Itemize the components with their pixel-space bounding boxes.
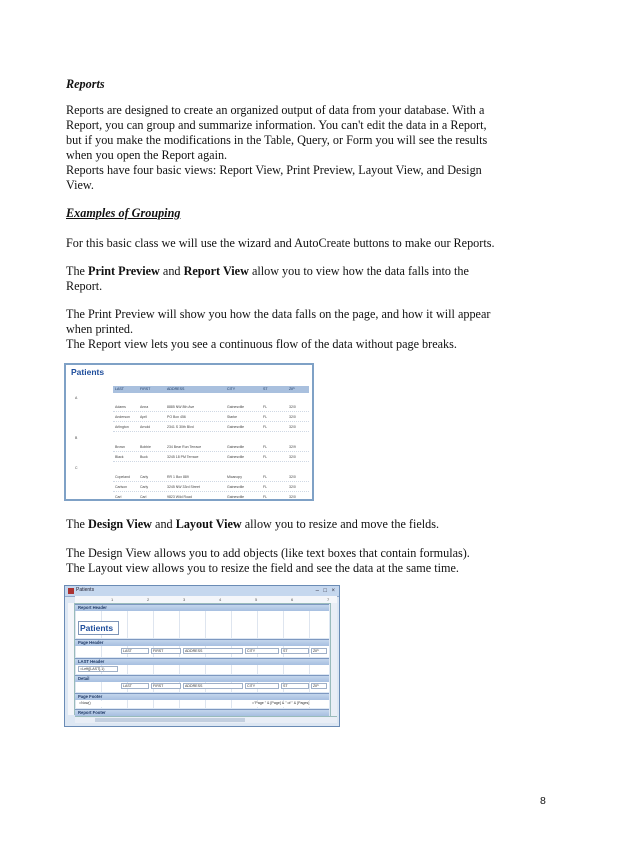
page-number: 8	[540, 795, 546, 807]
report-cell: Copeland	[115, 475, 130, 479]
report-cell: 32/0	[289, 455, 296, 459]
report-cell: 234 Bear Run Terrace	[167, 445, 202, 449]
header-field-label[interactable]: FIRST	[151, 648, 181, 654]
report-cell: Carly	[140, 485, 149, 489]
report-cell: Gainesville	[227, 425, 245, 429]
text-line: Report, you can group and summarize information. You can't edit the data in a Report,	[66, 118, 487, 132]
design-view-screenshot	[64, 585, 340, 727]
report-cell: Gainesville	[227, 405, 245, 409]
report-cell: Arnold	[140, 425, 151, 429]
report-cell: 32/0	[289, 495, 296, 499]
ruler-mark: 4	[219, 597, 222, 602]
group-expression-field[interactable]: =Left([LAST],1)	[78, 666, 118, 672]
text-line: The Design View and Layout View allow you to resize and move the fields.	[66, 517, 440, 531]
report-view-screenshot	[64, 363, 314, 501]
row-divider	[113, 481, 309, 482]
detail-field[interactable]: ADDRESS	[183, 683, 243, 689]
row-divider	[113, 451, 309, 452]
report-cell: 9823 Wild Road	[167, 495, 192, 499]
report-cell: FL	[263, 445, 268, 449]
text-line: The Print Preview and Report View allow you to view how the data falls into the	[66, 264, 469, 278]
bold-design-view: Design View	[88, 517, 152, 531]
report-cell: Gainesville	[227, 495, 245, 499]
ruler-mark: 2	[147, 597, 150, 602]
column-header: ZIP	[289, 387, 295, 391]
report-cell: 3245 NW 33rd Street	[167, 485, 200, 489]
report-cell: 8885 NW 8th Ave	[167, 405, 195, 409]
text-line: The Report view lets you see a continuous flow of the data without page breaks.	[66, 337, 457, 351]
header-field-label[interactable]: ZIP	[311, 648, 327, 654]
section-report-footer[interactable]: Report Footer	[75, 709, 329, 716]
detail-field[interactable]: FIRST	[151, 683, 181, 689]
report-cell: FL	[263, 405, 268, 409]
report-cell: Carly	[140, 475, 149, 479]
report-cell: Carlson	[115, 485, 128, 489]
column-header: FIRST	[140, 387, 151, 391]
report-cell: FL	[263, 415, 268, 419]
header-field-label[interactable]: LAST	[121, 648, 149, 654]
close-icon[interactable]: ×	[331, 588, 335, 594]
header-field-label[interactable]: ST	[281, 648, 309, 654]
report-cell: Buck	[140, 455, 148, 459]
text-line: Reports are designed to create an organized output of data from your database. With a	[66, 103, 485, 117]
report-cell: Black	[115, 455, 124, 459]
text-line: The Layout view allows you to resize the field and see the data at the same time.	[66, 561, 459, 575]
text-line: The Print Preview will show you how the data falls on the page, and how it will appear	[66, 307, 491, 321]
report-cell: 32/0	[289, 475, 296, 479]
report-column-header	[113, 386, 309, 393]
paragraph-print-preview	[66, 264, 516, 294]
text-line: Reports have four basic views: Report View, Print Preview, Layout View, and Design	[66, 163, 482, 177]
paragraph-design-layout	[66, 517, 516, 532]
heading-examples-of-grouping: Examples of Grouping	[66, 206, 181, 220]
paragraph-wizard: For this basic class we will use the wizard and AutoCreate buttons to make our Reports.	[66, 236, 495, 250]
vertical-ruler	[68, 603, 75, 715]
text-line: but if you make the modifications in the Table, Query, or Form you will see the results	[66, 133, 488, 147]
report-cell: 32/0	[289, 425, 296, 429]
paragraph-design-detail	[66, 546, 516, 576]
report-cell: Anna	[140, 405, 149, 409]
report-cell: FL	[263, 485, 268, 489]
text-line: when printed.	[66, 322, 134, 336]
report-cell: 32/0	[289, 485, 296, 489]
report-cell: Gainesville	[227, 445, 245, 449]
report-cell: Adams	[115, 405, 126, 409]
report-cell: Arlington	[115, 425, 129, 429]
report-cell: 32/9	[289, 445, 296, 449]
ruler-mark: 6	[291, 597, 294, 602]
bold-report-view: Report View	[183, 264, 249, 278]
detail-field[interactable]: ZIP	[311, 683, 327, 689]
ruler-mark: 1	[111, 597, 114, 602]
row-divider	[113, 491, 309, 492]
bold-print-preview: Print Preview	[88, 264, 160, 278]
group-letter: A	[75, 396, 78, 400]
report-cell: FL	[263, 475, 268, 479]
row-divider	[113, 461, 309, 462]
report-cell: Micanopy	[227, 475, 242, 479]
column-header: CITY	[227, 387, 236, 391]
horizontal-ruler	[75, 596, 337, 604]
report-cell: Gainesville	[227, 455, 245, 459]
detail-field[interactable]: LAST	[121, 683, 149, 689]
report-cell: Carl	[140, 495, 147, 499]
report-cell: FL	[263, 455, 268, 459]
horizontal-scrollbar[interactable]	[75, 716, 337, 723]
report-cell: FL	[263, 425, 268, 429]
section-page-footer[interactable]: Page Footer	[75, 693, 329, 700]
minimize-icon[interactable]: –	[315, 588, 319, 594]
text-line: Report.	[66, 279, 103, 293]
report-cell: Bobbie	[140, 445, 151, 449]
text-line: The Design View allows you to add objects (like text boxes that contain formulas).	[66, 546, 470, 560]
column-header: LAST	[115, 387, 124, 391]
detail-field[interactable]: ST	[281, 683, 309, 689]
report-title-label[interactable]: Patients	[78, 621, 119, 635]
paragraph-reports-intro	[66, 103, 516, 193]
report-cell: 32/0	[289, 415, 296, 419]
header-field-label[interactable]: CITY	[245, 648, 279, 654]
report-cell: PO Box 456	[167, 415, 186, 419]
report-cell: Starke	[227, 415, 238, 419]
footer-page-field[interactable]: ="Page " & [Page] & " of " & [Pages]	[251, 701, 327, 707]
section-last-header[interactable]: LAST Header	[75, 658, 329, 665]
report-cell: Carl	[115, 495, 122, 499]
footer-date-field[interactable]: =Now()	[78, 701, 118, 707]
bold-layout-view: Layout View	[175, 517, 242, 531]
vertical-scrollbar[interactable]	[330, 603, 337, 716]
column-header: ADDRESS	[167, 387, 185, 391]
row-divider	[113, 411, 309, 412]
ruler-mark: 3	[183, 597, 186, 602]
report-cell: 3245 18 PM Terrace	[167, 455, 199, 459]
report-title: Patients	[71, 367, 105, 377]
maximize-icon[interactable]: □	[323, 588, 327, 594]
report-cell: RR 1 Box 889	[167, 475, 189, 479]
report-cell: FL	[263, 495, 268, 499]
heading-reports: Reports	[66, 77, 105, 91]
header-field-label[interactable]: ADDRESS	[183, 648, 243, 654]
report-cell: April	[140, 415, 148, 419]
section-page-header[interactable]: Page Header	[75, 639, 329, 646]
section-detail[interactable]: Detail	[75, 675, 329, 682]
report-cell: 32/0	[289, 405, 296, 409]
text-line: when you open the Report again.	[66, 148, 228, 162]
group-letter: B	[75, 436, 78, 440]
section-report-header[interactable]: Report Header	[75, 604, 329, 611]
text-line: View.	[66, 178, 94, 192]
scroll-thumb[interactable]	[95, 718, 245, 722]
ruler-mark: 5	[255, 597, 258, 602]
row-divider	[113, 431, 309, 432]
report-cell: Gainesville	[227, 485, 245, 489]
report-icon	[68, 588, 74, 594]
ruler-mark: 7	[327, 597, 330, 602]
detail-field[interactable]: CITY	[245, 683, 279, 689]
window-title: Patients	[76, 587, 95, 593]
report-cell: 2341 S 30th Blvd	[167, 425, 194, 429]
report-cell: Anderson	[115, 415, 130, 419]
group-letter: C	[75, 466, 78, 470]
paragraph-print-preview-detail	[66, 307, 516, 352]
column-header: ST	[263, 387, 268, 391]
report-cell: Brown	[115, 445, 125, 449]
row-divider	[113, 421, 309, 422]
